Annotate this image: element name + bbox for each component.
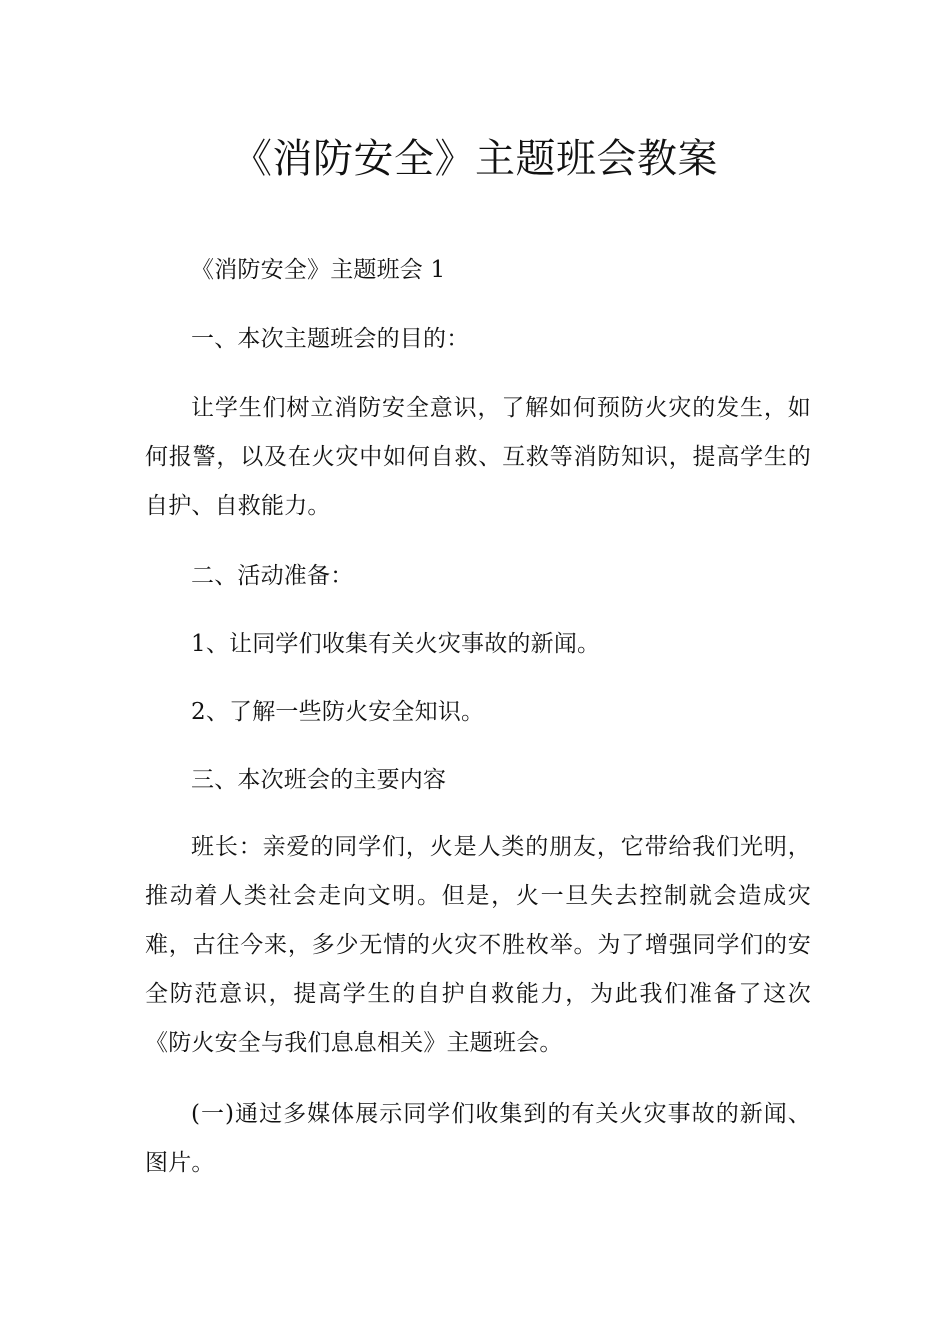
section-heading-purpose: 一、本次主题班会的目的： <box>191 326 470 352</box>
paragraph-monitor-speech: 班长：亲爱的同学们，火是人类的朋友，它带给我们光明，推动着人类社会走向文明。但是，火一旦失去控制就会造成灾难，古往今来，多少无情的火灾不胜枚举。为了增强同学们的安全防范意识，提高学生的自护自救能力，为此我们准备了这次《防火安全与我们息息相关》主题班会。 <box>145 834 811 1056</box>
section-heading-lesson-1: 《消防安全》主题班会 1 <box>191 257 446 283</box>
paragraph-purpose-body: 让学生们树立消防安全意识，了解如何预防火灾的发生，如何报警，以及在火灾中如何自救、互救等消防知识，提高学生的自护、自救能力。 <box>145 395 811 519</box>
list-item-preparation-1: 1、让同学们收集有关火灾事故的新闻。 <box>191 631 601 657</box>
list-item-preparation-2: 2、了解一些防火安全知识。 <box>191 699 485 725</box>
section-heading-main-content: 三、本次班会的主要内容 <box>191 767 447 793</box>
document-title: 《消防安全》主题班会教案 <box>232 135 718 182</box>
paragraph-media-display: (一)通过多媒体展示同学们收集到的有关火灾事故的新闻、图片。 <box>145 1101 811 1176</box>
section-heading-preparation: 二、活动准备： <box>191 563 354 589</box>
